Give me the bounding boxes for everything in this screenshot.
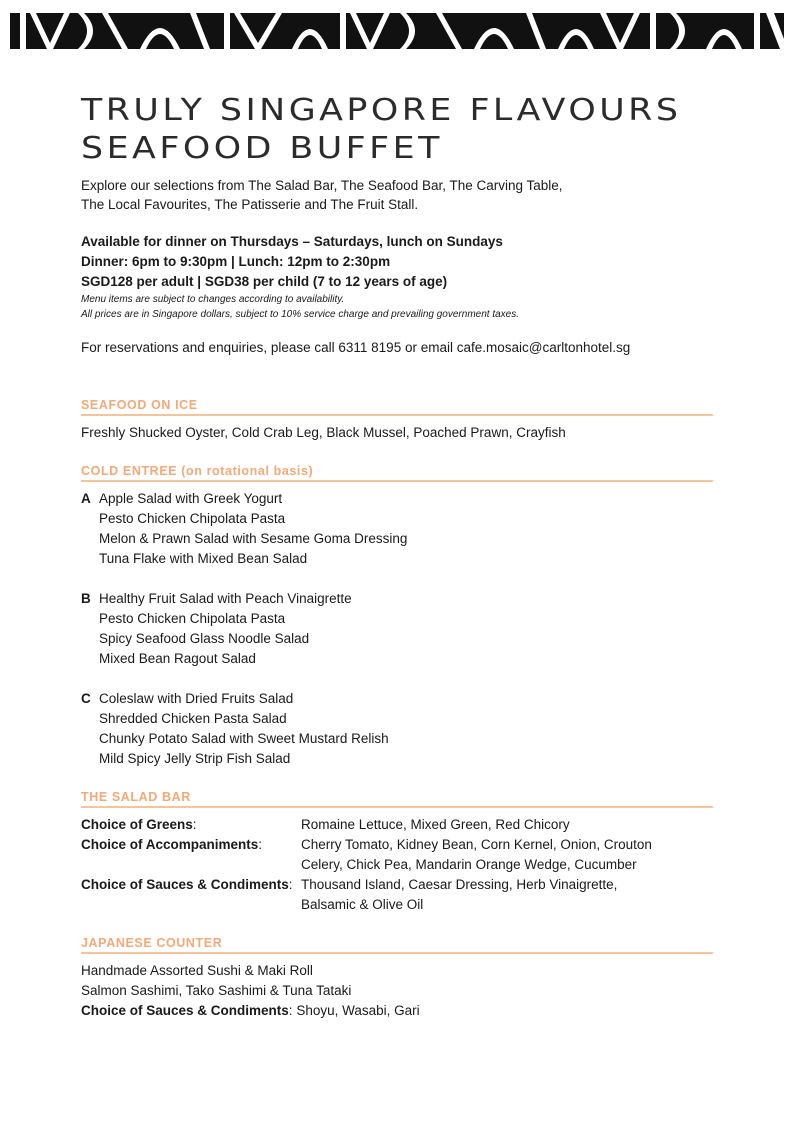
title-line-1: TRULY SINGAPORE FLAVOURS bbox=[81, 93, 682, 128]
japanese-line-1: Handmade Assorted Sushi & Maki Roll bbox=[81, 963, 313, 978]
row-label: Choice of Sauces & Condiments bbox=[81, 877, 289, 892]
section-heading: THE SALAD BAR bbox=[81, 789, 713, 808]
menu-item: Pesto Chicken Chipolata Pasta bbox=[99, 511, 286, 526]
availability-hours: Dinner: 6pm to 9:30pm | Lunch: 12pm to 2:30pm bbox=[81, 254, 391, 269]
group-letter: B bbox=[81, 591, 91, 606]
page-title bbox=[81, 92, 793, 168]
salad-row-greens: Choice of Greens: Romaine Lettuce, Mixed Green, Red Chicory bbox=[81, 815, 713, 835]
row-value: Cherry Tomato, Kidney Bean, Corn Kernel, Onion, Crouton bbox=[301, 837, 652, 852]
title-line-2: SEAFOOD BUFFET bbox=[81, 131, 443, 166]
availability-note-1: Menu items are subject to changes according to availability. bbox=[81, 294, 345, 305]
section-japanese-counter bbox=[81, 935, 713, 1021]
salad-row-sauces: Choice of Sauces & Condiments: Thousand Island, Caesar Dressing, Herb Vinaigrette, Balsamic & Olive Oil bbox=[81, 875, 713, 915]
section-seafood-on-ice bbox=[81, 397, 713, 443]
entree-group-c bbox=[81, 689, 713, 769]
menu-item: Spicy Seafood Glass Noodle Salad bbox=[99, 631, 310, 646]
menu-item: Coleslaw with Dried Fruits Salad bbox=[99, 691, 294, 706]
availability-days: Available for dinner on Thursdays – Saturdays, lunch on Sundays bbox=[81, 234, 503, 249]
intro-line-1: Explore our selections from The Salad Bar, The Seafood Bar, The Carving Table, bbox=[81, 178, 563, 193]
menu-item: Melon & Prawn Salad with Sesame Goma Dressing bbox=[99, 531, 408, 546]
section-heading: SEAFOOD ON ICE bbox=[81, 397, 713, 416]
seafood-items: Freshly Shucked Oyster, Cold Crab Leg, Black Mussel, Poached Prawn, Crayfish bbox=[81, 425, 566, 440]
entree-group-b bbox=[81, 589, 713, 669]
mosaic-logo-banner bbox=[10, 13, 784, 49]
section-heading: COLD ENTREE (on rotational basis) bbox=[81, 463, 713, 482]
section-salad-bar bbox=[81, 789, 713, 915]
row-label: Choice of Accompaniments bbox=[81, 837, 259, 852]
menu-item: Shredded Chicken Pasta Salad bbox=[99, 711, 287, 726]
section-heading: JAPANESE COUNTER bbox=[81, 935, 713, 954]
menu-content bbox=[81, 92, 713, 1021]
japanese-line-2: Salmon Sashimi, Tako Sashimi & Tuna Tataki bbox=[81, 983, 352, 998]
availability-note-2: All prices are in Singapore dollars, subject to 10% service charge and prevailing government taxes. bbox=[81, 309, 520, 320]
menu-item: Mild Spicy Jelly Strip Fish Salad bbox=[99, 751, 291, 766]
row-value: Balsamic & Olive Oil bbox=[301, 897, 424, 912]
menu-item: Apple Salad with Greek Yogurt bbox=[99, 491, 283, 506]
row-value: Thousand Island, Caesar Dressing, Herb Vinaigrette, bbox=[301, 877, 618, 892]
japanese-condiments: Choice of Sauces & Condiments: Shoyu, Wasabi, Gari bbox=[81, 1003, 420, 1018]
row-value: Romaine Lettuce, Mixed Green, Red Chicory bbox=[301, 817, 570, 832]
menu-item: Chunky Potato Salad with Sweet Mustard Relish bbox=[99, 731, 389, 746]
section-cold-entree bbox=[81, 463, 713, 769]
group-letter: A bbox=[81, 491, 91, 506]
menu-item: Mixed Bean Ragout Salad bbox=[99, 651, 256, 666]
intro-text bbox=[81, 176, 713, 214]
condiments-value: Shoyu, Wasabi, Gari bbox=[296, 1003, 420, 1018]
menu-item: Tuna Flake with Mixed Bean Salad bbox=[99, 551, 308, 566]
entree-group-a bbox=[81, 489, 713, 569]
menu-item: Healthy Fruit Salad with Peach Vinaigrette bbox=[99, 591, 352, 606]
availability-price: SGD128 per adult | SGD38 per child (7 to 12 years of age) bbox=[81, 274, 448, 289]
menu-item: Pesto Chicken Chipolata Pasta bbox=[99, 611, 286, 626]
row-label: Choice of Greens bbox=[81, 817, 193, 832]
row-value: Celery, Chick Pea, Mandarin Orange Wedge, Cucumber bbox=[301, 857, 637, 872]
group-letter: C bbox=[81, 691, 91, 706]
condiments-label: Choice of Sauces & Condiments bbox=[81, 1003, 289, 1018]
salad-row-accompaniments: Choice of Accompaniments: Cherry Tomato, Kidney Bean, Corn Kernel, Onion, Crouton Celery, Chick Pea, Mandarin Orange Wedge, Cucumber bbox=[81, 835, 713, 875]
contact-text: For reservations and enquiries, please call 6311 8195 or email cafe.mosaic@carltonhotel.sg bbox=[81, 340, 631, 355]
availability-block bbox=[81, 232, 713, 322]
intro-line-2: The Local Favourites, The Patisserie and The Fruit Stall. bbox=[81, 197, 419, 212]
